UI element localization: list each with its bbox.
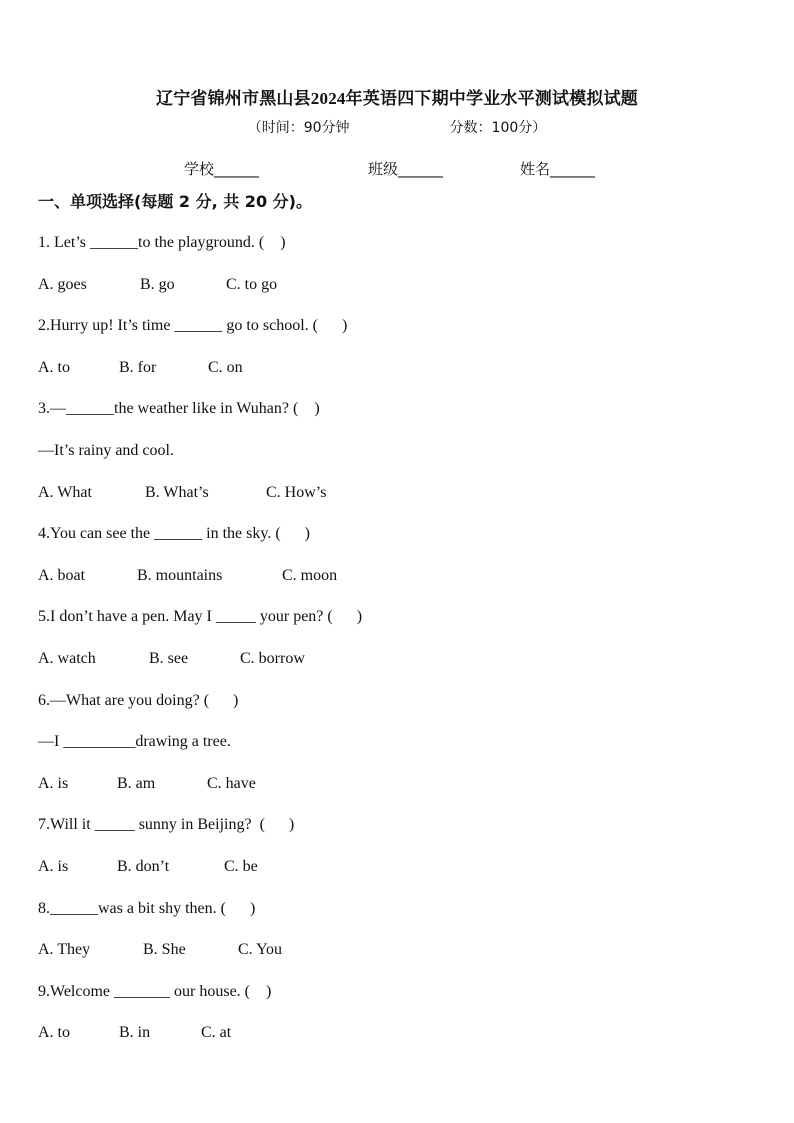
question-options xyxy=(38,642,758,684)
option: A. watch xyxy=(38,649,96,667)
question-stem: 1. Let’s ______to the playground. ( ) xyxy=(38,234,286,251)
question-options xyxy=(38,351,758,393)
option: B. What’s xyxy=(145,483,209,501)
option: A. to xyxy=(38,1024,70,1042)
option: A. is xyxy=(38,774,69,792)
time-label: （时间：90分钟 xyxy=(247,120,350,136)
question-reply: —I _________drawing a tree. xyxy=(38,733,231,751)
question-stem: 3.—______the weather like in Wuhan? ( ) xyxy=(38,400,320,418)
exam-meta xyxy=(0,117,794,137)
question-options xyxy=(38,559,758,601)
option: A. goes xyxy=(38,275,87,293)
option: C. How’s xyxy=(266,483,327,501)
option: B. go xyxy=(140,275,175,293)
question-stem: 5.I don’t have a pen. May I _____ your pen? ( ) xyxy=(38,608,363,626)
option: B. She xyxy=(143,941,186,959)
question-stem: 9.Welcome _______ our house. ( ) xyxy=(38,982,272,1000)
question-reply: —It’s rainy and cool. xyxy=(38,441,174,459)
score-label: 分数：100分） xyxy=(449,120,547,136)
question-options xyxy=(38,268,758,310)
option: C. at xyxy=(201,1024,232,1042)
class-field: 班级______ xyxy=(368,160,444,178)
question-stem: 8.______was a bit shy then. ( ) xyxy=(38,899,256,917)
option: C. moon xyxy=(282,566,338,584)
option: B. in xyxy=(119,1024,151,1042)
option: C. have xyxy=(207,774,256,792)
school-field: 学校______ xyxy=(184,160,260,178)
question-stem: 2.Hurry up! It’s time ______ go to school. ( ) xyxy=(38,317,348,335)
option: C. You xyxy=(238,941,283,959)
option: C. borrow xyxy=(240,649,305,667)
option: C. to go xyxy=(226,275,278,293)
question-options xyxy=(38,850,758,892)
option: B. for xyxy=(119,358,157,376)
name-field: 姓名______ xyxy=(520,160,596,178)
question-stem: 6.—What are you doing? ( ) xyxy=(38,691,239,709)
option: B. see xyxy=(149,649,189,667)
option: A. boat xyxy=(38,566,86,584)
section-heading: 一、单项选择(每题 2 分, 共 20 分)。 xyxy=(38,192,312,211)
question-stem: 7.Will it _____ sunny in Beijing? ( ) xyxy=(38,816,295,834)
question-stem: 4.You can see the ______ in the sky. ( ) xyxy=(38,525,310,543)
option: B. am xyxy=(117,774,156,792)
option: A. is xyxy=(38,857,69,875)
question-options xyxy=(38,767,758,809)
question-list xyxy=(38,226,758,1058)
option: C. on xyxy=(208,358,243,376)
question-options xyxy=(38,933,758,975)
option: C. be xyxy=(224,857,258,875)
page-title: 辽宁省锦州市黑山县2024年英语四下期中学业水平测试模拟试题 xyxy=(156,89,638,108)
question-options xyxy=(38,1016,758,1058)
option: A. to xyxy=(38,358,70,376)
option: B. don’t xyxy=(117,857,170,875)
question-options xyxy=(38,476,758,518)
option: B. mountains xyxy=(137,566,223,584)
option: A. What xyxy=(38,483,92,501)
option: A. They xyxy=(38,941,91,959)
